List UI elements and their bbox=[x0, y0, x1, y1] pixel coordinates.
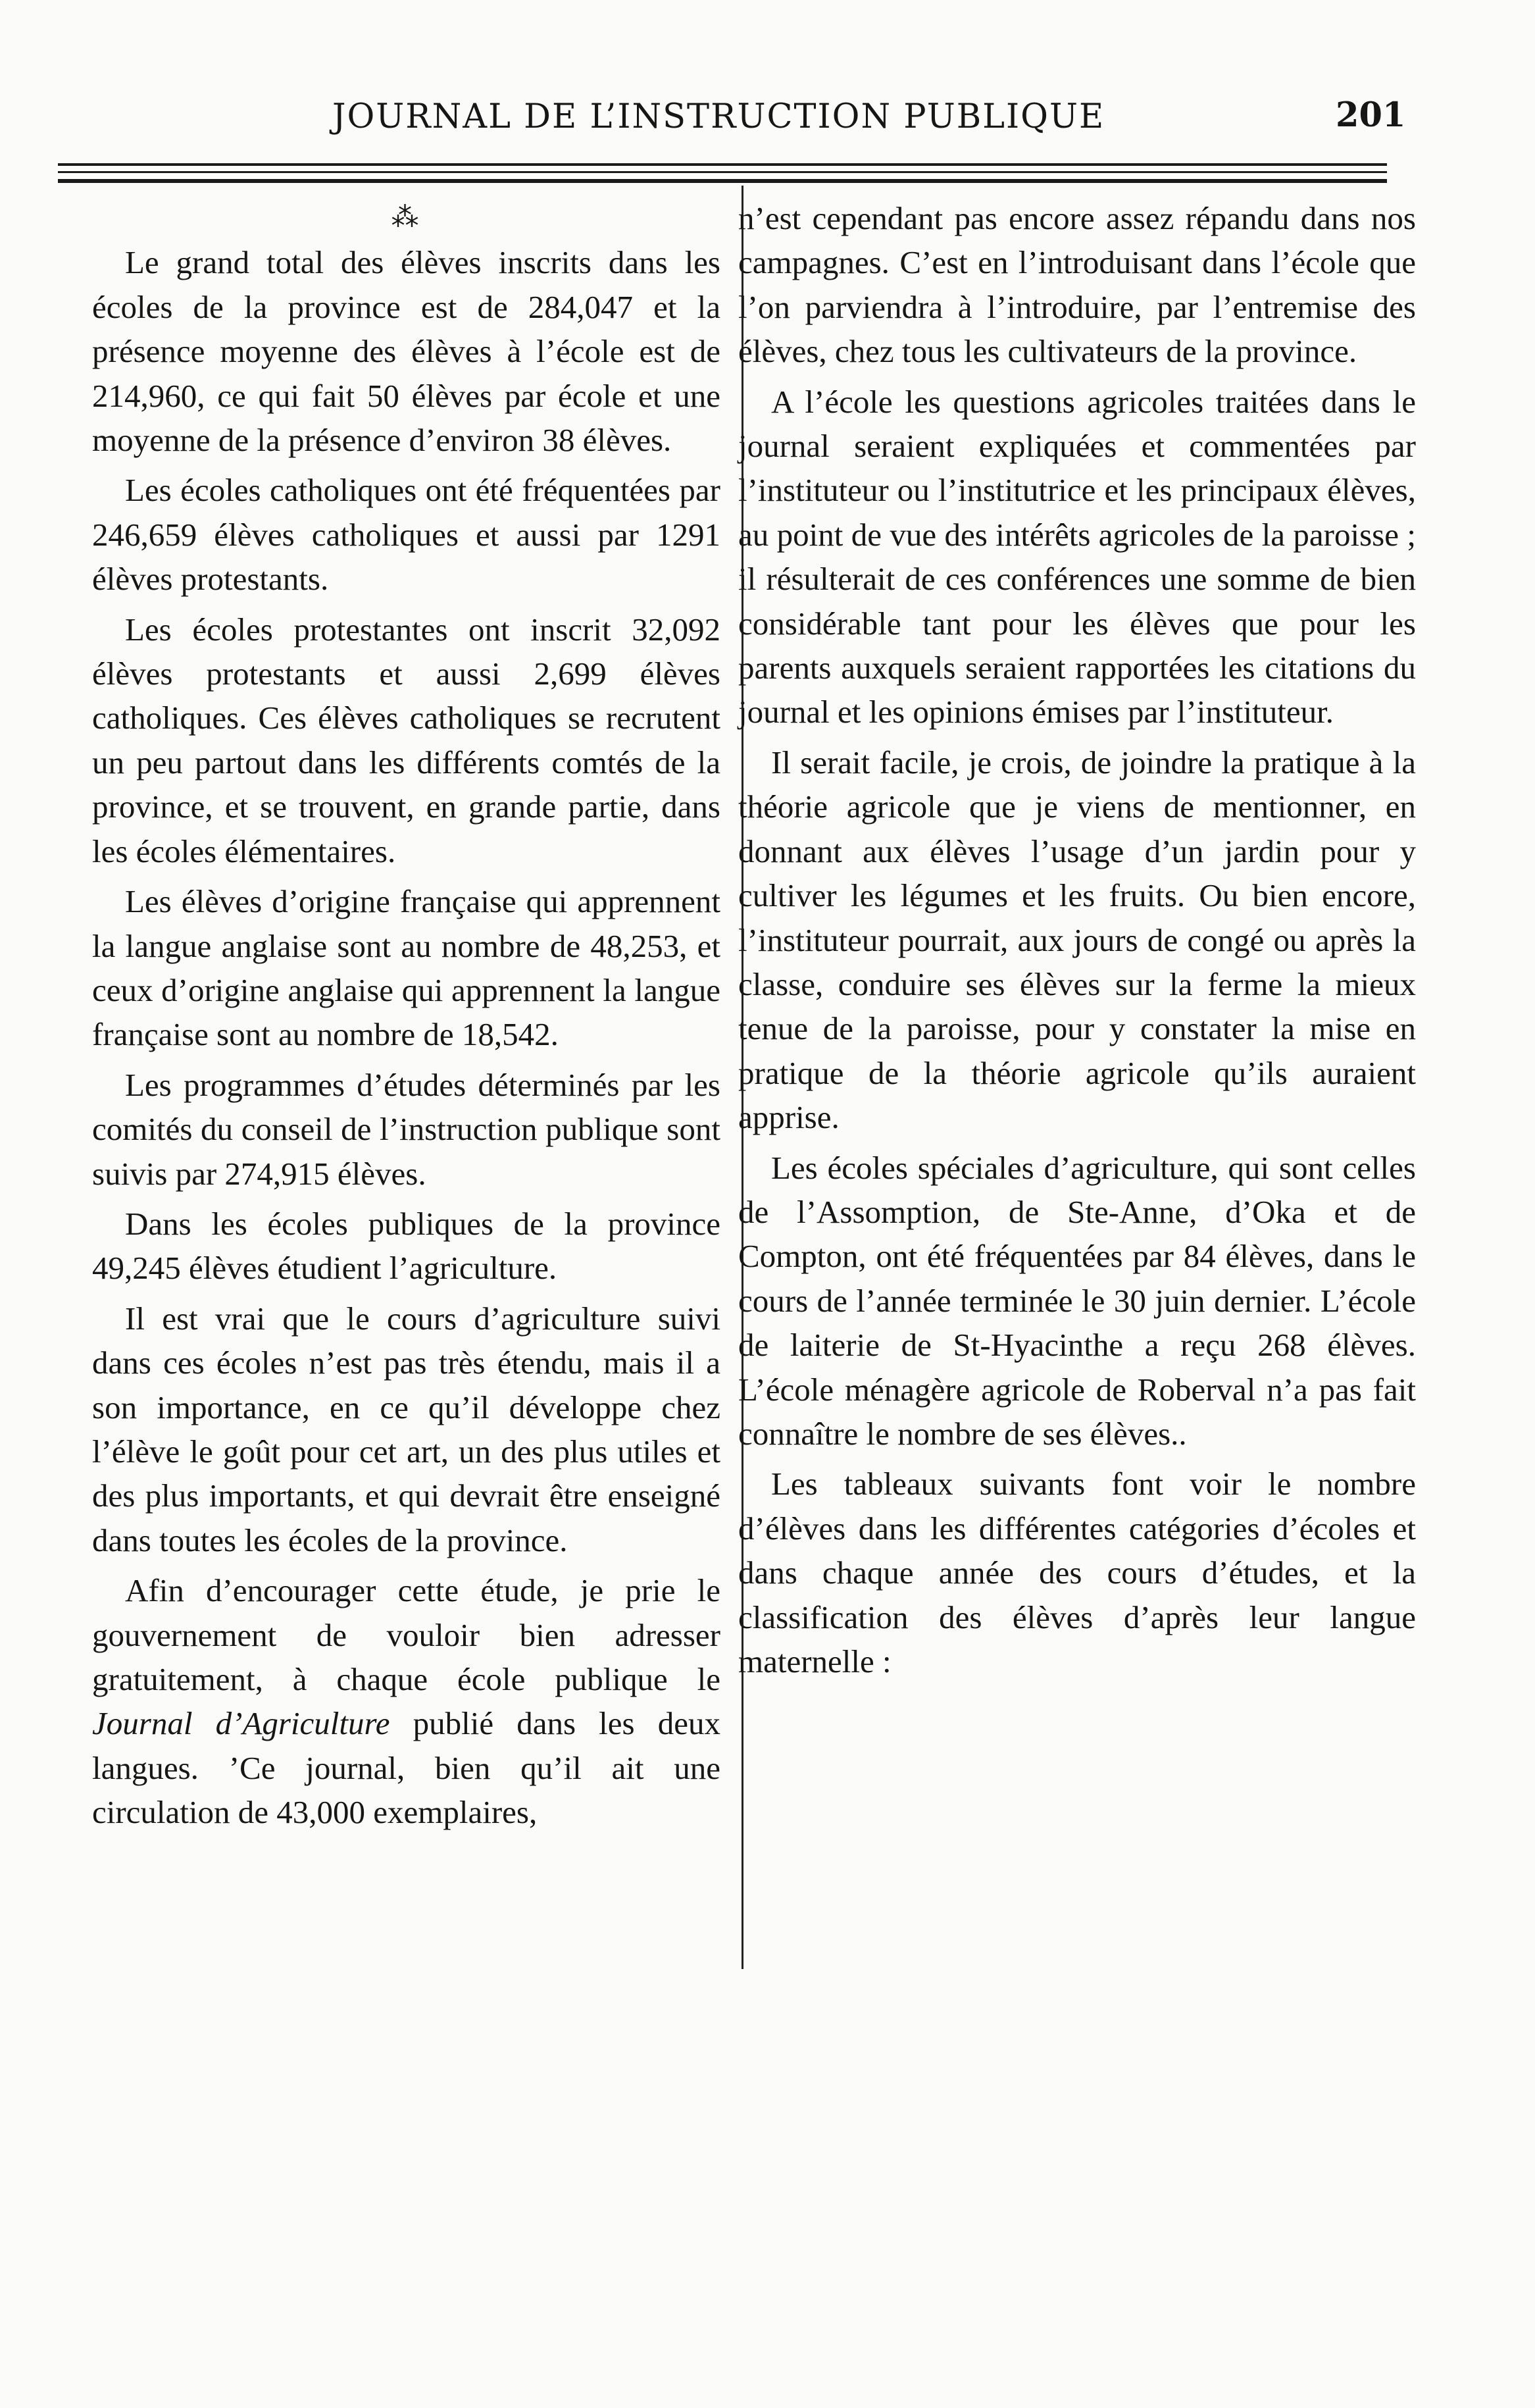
header-rule bbox=[58, 171, 1387, 173]
paragraph: Le grand total des élèves inscrits dans les écoles de la province est de 284,047 et la présence moyenne des élèves à l’école est de 214,960, ce qui fait 50 élèves par école et une moyenne de la présence d’environ 38 élèves. bbox=[92, 244, 720, 459]
paragraph: Les tableaux suivants font voir le nombre d’élèves dans les différentes catégories d’écoles et dans chaque année des cours d’études, et la classification des élèves d’après leur langue maternelle : bbox=[738, 1466, 1416, 1679]
right-column bbox=[738, 196, 1416, 1689]
paragraph: Les élèves d’origine française qui apprennent la langue anglaise sont au nombre de 48,253, et ceux d’origine anglaise qui apprennent la langue française sont au nombre de 18,542. bbox=[92, 883, 720, 1053]
paragraph: Il est vrai que le cours d’agriculture suivi dans ces écoles n’est pas très étendu, mais il a son importance, en ce qu’il développe chez l’élève le goût pour cet art, un des plus utiles et des plus importants, et qui devrait être enseigné dans toutes les écoles de la province. bbox=[92, 1300, 720, 1558]
paragraph: Les écoles spéciales d’agriculture, qui sont celles de l’Assomption, de Ste-Anne, d’Oka et de Compton, ont été fréquentées par 84 élèves, dans le cours de l’année terminée le 30 juin dernier. L’école de laiterie de St-Hyacinthe a reçu 268 élèves. L’école ménagère agricole de Roberval n’a pas fait connaître le nombre de ses élèves.. bbox=[738, 1149, 1416, 1452]
paragraph: Les programmes d’études déterminés par les comités du conseil de l’instruction publique sont suivis par 274,915 élèves. bbox=[92, 1066, 720, 1192]
page-number: 201 bbox=[1336, 95, 1406, 135]
paragraph: Les écoles catholiques ont été fréquentées par 246,659 élèves catholiques et aussi par 1291 élèves protestants. bbox=[92, 472, 720, 598]
paragraph bbox=[92, 1568, 720, 1834]
asterism: ⁂ bbox=[391, 203, 422, 233]
paragraph-text: Afin d’encourager cette étude, je prie le gouvernement de vouloir bien adresser gratuitement, à chaque école publique le bbox=[92, 1572, 720, 1697]
paragraph-text: publié dans les deux langues. ’Ce journal, bien qu’il ait une circulation de 43,000 exemplaires, bbox=[92, 1705, 720, 1831]
header-rule bbox=[58, 163, 1387, 166]
journal-title-italic: Journal d’Agriculture bbox=[92, 1705, 390, 1742]
paragraph: n’est cependant pas encore assez répandu dans nos campagnes. C’est en l’introduisant dans l’école que l’on parviendra à l’introduire, par l’entremise des élèves, chez tous les cultivateurs de la province. bbox=[738, 200, 1416, 370]
paragraph: Dans les écoles publiques de la province 49,245 élèves étudient l’agriculture. bbox=[92, 1205, 720, 1287]
paragraph: Les écoles protestantes ont inscrit 32,092 élèves protestants et aussi 2,699 élèves catholiques. Ces élèves catholiques se recrutent un peu partout dans les différents comtés de la province, et se trouvent, en grande partie, dans les écoles élémentaires. bbox=[92, 611, 720, 869]
paragraph: Il serait facile, je crois, de joindre la pratique à la théorie agricole que je viens de mentionner, en donnant aux élèves l’usage d’un jardin pour y cultiver les légumes et les fruits. Ou bien encore, l’instituteur pourrait, aux jours de congé ou après la classe, conduire ses élèves sur la ferme la mieux tenue de la paroisse, pour y constater la mise en pratique de la théorie agricole qu’ils auraient apprise. bbox=[738, 744, 1416, 1136]
running-header-title: JOURNAL DE L’INSTRUCTION PUBLIQUE bbox=[332, 97, 1105, 136]
header-rule bbox=[58, 179, 1387, 183]
left-column bbox=[92, 196, 720, 1841]
paragraph: A l’école les questions agricoles traitées dans le journal seraient expliquées et commentées par l’instituteur ou l’institutrice et les principaux élèves, au point de vue des intérêts agricoles de la paroisse ; il résulterait de ces conférences une somme de bien considérable tant pour les élèves que pour les parents auxquels seraient rapportées les citations du journal et les opinions émises par l’instituteur. bbox=[738, 383, 1416, 730]
